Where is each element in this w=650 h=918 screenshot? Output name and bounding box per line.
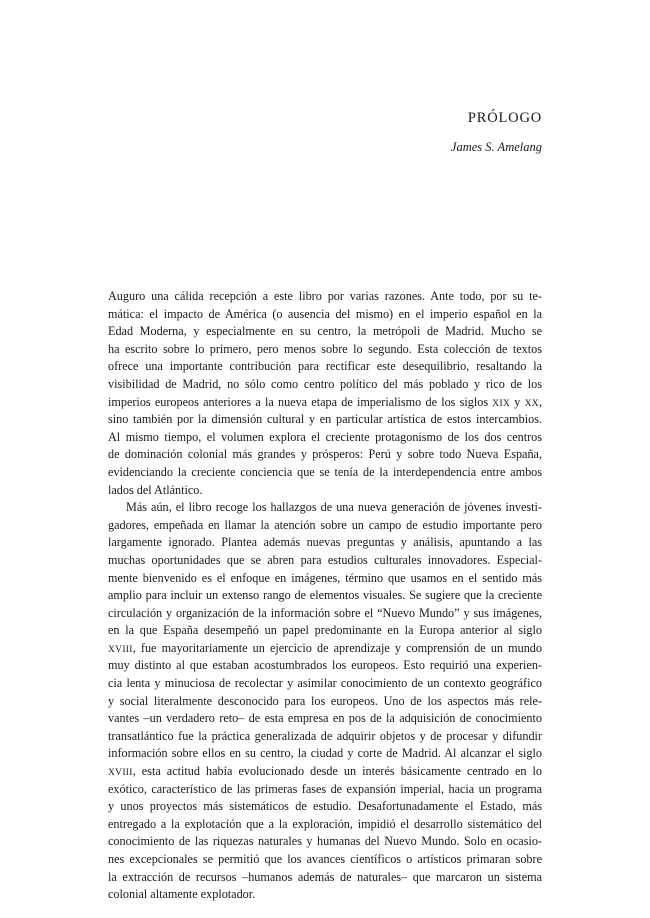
text-line: y unos proyectos más sistemáticos de estudio. Desafortunadamente el Estado, más [108,799,542,814]
text-line: Auguro una cálida recepción a este libro por varias razones. Ante todo, por su te- [108,289,542,303]
text-line: entregado a la explotación que a la exploración, impidió el desarrollo sistemático del [108,816,542,831]
text-line: XVIII, fue mayoritariamente un ejercicio de aprendizaje y comprensión de un mundo [108,640,542,655]
text-line: nes excepcionales se permitió que los avances científicos o artísticos primaran sobre [108,852,542,866]
text-line: Edad Moderna, y especialmente en su centro, la metrópoli de Madrid. Mucho se [108,324,542,339]
text-line: transatlántico fue la práctica generalizada de adquirir objetos y de procesar y difundir [108,728,542,743]
text-line: y social literalmente desconocido para los europeos. Uno de los aspectos más rele- [108,693,542,708]
text-line: visibilidad de Madrid, no sólo como centro político del más poblado y rico de los [108,376,542,391]
text-line: en la que España desempeñó un papel predominante en la Europa anterior al siglo [108,623,542,638]
text-line: circulación y organización de la información sobre el “Nuevo Mundo” y sus imágenes, [108,605,542,620]
text-line: largamente ignorado. Plantea además nuevas preguntas y análisis, apuntando a las [108,535,542,550]
text-line: muchas oportunidades que se abren para estudios culturales innovadores. Especial- [108,552,542,567]
body-text [108,288,542,904]
text-line: evidenciando la creciente conciencia que se tenía de la interdependencia entre ambos [108,464,542,479]
chapter-title: PRÓLOGO [467,110,542,126]
text-line: mente bienvenido es el enfoque en imágenes, término que usamos en el sentido más [108,570,542,585]
text-line: la extracción de recursos –humanos además de naturales– que marcaron un sistema [108,869,542,884]
text-line: de dominación colonial más grandes y prósperos: Perú y sobre todo Nueva España, [108,447,542,462]
text-line: Al mismo tiempo, el volumen explora el creciente protagonismo de los dos centros [108,429,542,444]
text-line: cia lenta y minuciosa de recolectar y asimilar conocimiento de un contexto geográfico [108,676,542,691]
text-line: información sobre ellos en su centro, la ciudad y corte de Madrid. Al alcanzar el siglo [108,746,542,761]
text-line: mática: el impacto de América (o ausencia del mismo) en el imperio español en la [108,306,542,321]
text-line: exótico, característico de las primeras fases de expansión imperial, hacia un programa [108,781,542,796]
paragraph [108,499,542,904]
text-line: muy distinto al que estaban acostumbrados los europeos. Esto requirió una experien- [108,658,542,673]
text-line: colonial altamente explotador. [108,887,256,902]
text-line: ofrece una importante contribución para rectificar este desequilibrio, resaltando la [108,359,542,374]
text-line: XVIII, esta actitud había evolucionado desde un interés básicamente centrado en lo [108,764,542,779]
text-line: gadores, empeñada en llamar la atención sobre un campo de estudio importante pero [108,517,542,532]
text-line: ha escrito sobre lo primero, pero menos sobre lo segundo. Esta colección de textos [108,341,542,356]
text-line: Más aún, el libro recoge los hallazgos de una nueva generación de jóvenes investi- [126,500,542,515]
text-line: sino también por la dimensión cultural y en particular artística de estos intercambios. [108,412,542,427]
text-line: amplio para incluir un extenso rango de elementos visuales. Se sugiere que la creciente [108,588,542,603]
text-line: conocimiento de las riquezas naturales y humanas del Nuevo Mundo. Solo en ocasio- [108,834,542,849]
text-line: lados del Atlántico. [108,482,203,497]
text-line: vantes –un verdadero reto– de esta empresa en pos de la adquisición de conocimiento [108,711,542,726]
text-line: imperios europeos anteriores a la nueva etapa de imperialismo de los siglos XIX y XX, [108,394,542,409]
chapter-author: James S. Amelang [450,140,542,154]
paragraph [108,288,542,499]
